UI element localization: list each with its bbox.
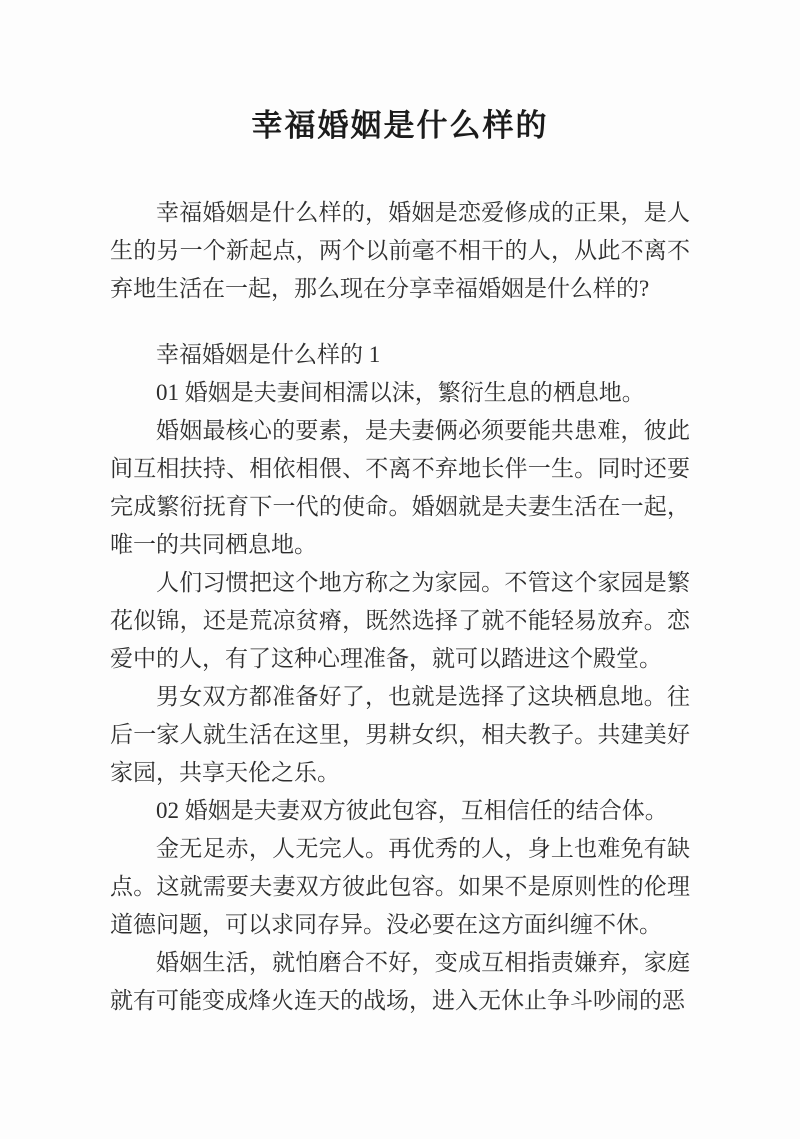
paragraph: 02 婚姻是夫妻双方彼此包容，互相信任的结合体。: [156, 798, 668, 823]
page-title: 幸福婚姻是什么样的: [251, 108, 549, 143]
paragraph: 人们习惯把这个地方称之为家园。不管这个家园是繁花似锦，还是荒凉贫瘠，既然选择了就不能轻易放弃。恋爱中的人，有了这种心理准备，就可以踏进这个殿堂。: [110, 570, 690, 671]
document-page: [110, 0, 690, 1020]
document-body: [110, 194, 690, 1020]
paragraph: 金无足赤，人无完人。再优秀的人，身上也难免有缺点。这就需要夫妻双方彼此包容。如果不是原则性的伦理道德问题，可以求同存异。没必要在这方面纠缠不休。: [110, 836, 690, 937]
paragraph: 男女双方都准备好了，也就是选择了这块栖息地。往后一家人就生活在这里，男耕女织，相夫教子。共建美好家园，共享天伦之乐。: [110, 684, 690, 785]
paragraph: 婚姻生活，就怕磨合不好，变成互相指责嫌弃，家庭就有可能变成烽火连天的战场，进入无休止争斗吵闹的恶: [110, 950, 690, 1013]
paragraph: 幸福婚姻是什么样的，婚姻是恋爱修成的正果，是人生的另一个新起点，两个以前毫不相干的人，从此不离不弃地生活在一起，那么现在分享幸福婚姻是什么样的?: [110, 200, 690, 301]
paragraph: 婚姻最核心的要素，是夫妻俩必须要能共患难，彼此间互相扶持、相依相偎、不离不弃地长伴一生。同时还要完成繁衍抚育下一代的使命。婚姻就是夫妻生活在一起，唯一的共同栖息地。: [110, 418, 690, 557]
paragraph: 01 婚姻是夫妻间相濡以沫，繁衍生息的栖息地。: [156, 380, 645, 405]
paragraph: 幸福婚姻是什么样的 1: [156, 342, 381, 367]
